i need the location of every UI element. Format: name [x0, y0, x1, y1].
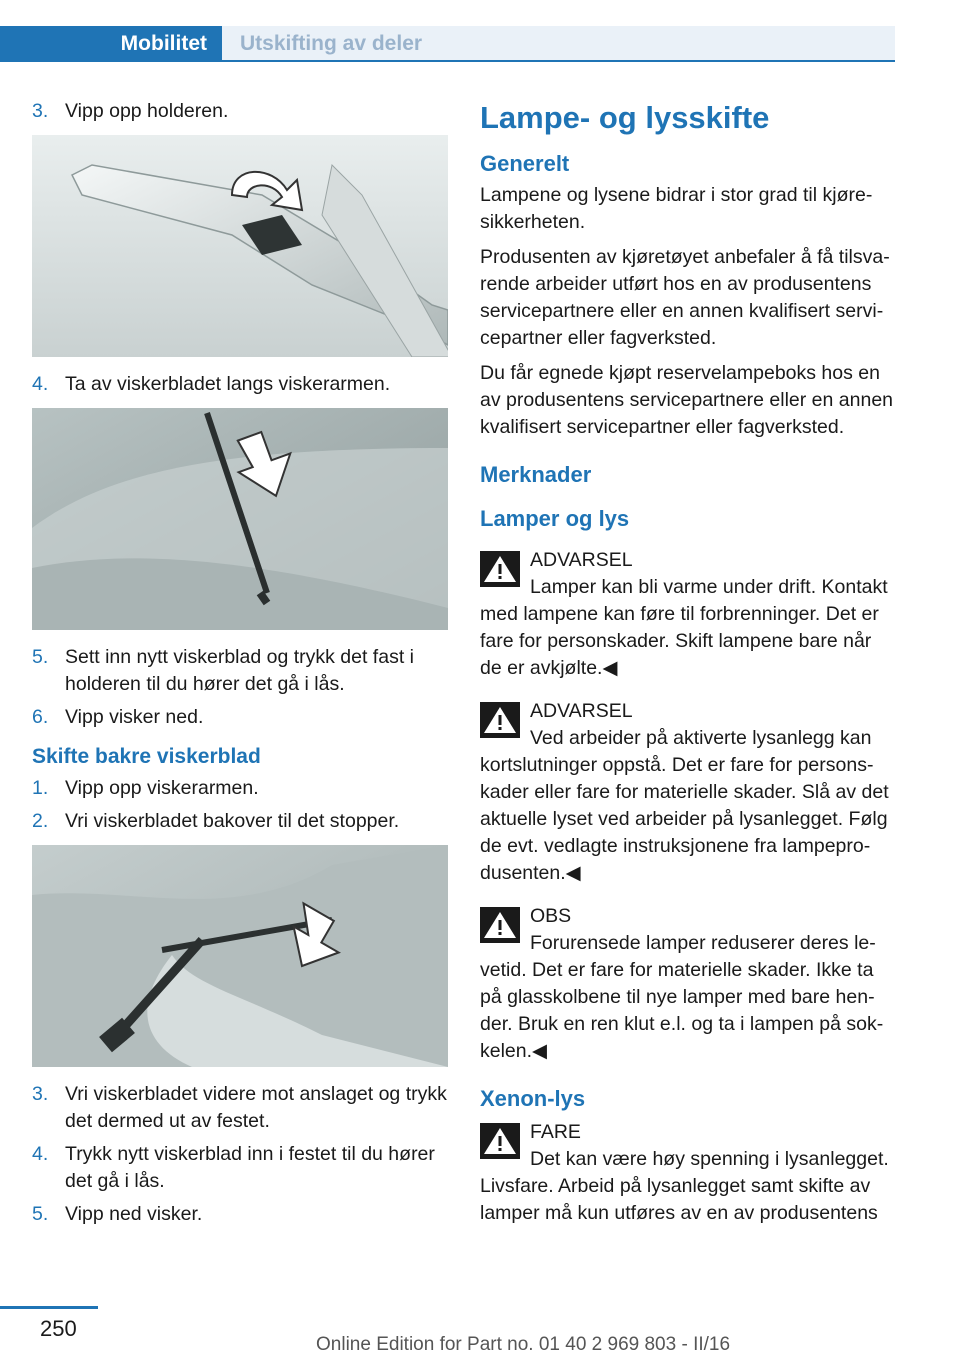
step-text: Vri viskerbladet videre mot anslaget og trykk det dermed ut av festet. — [65, 1083, 447, 1132]
step-4 — [32, 371, 448, 398]
warning-triangle-icon — [480, 1123, 520, 1159]
step-text: Sett inn nytt viskerblad og trykk det fast i holderen til du hører det gå i lås. — [65, 646, 414, 695]
step-number: 2. — [32, 810, 49, 832]
warning-triangle-icon — [480, 702, 520, 738]
step-text: Ta av viskerbladet langs viskerarmen. — [65, 373, 391, 395]
left-column — [32, 98, 448, 1234]
step-3 — [32, 98, 448, 125]
step-number: 1. — [32, 777, 49, 799]
warning-text: Det kan være høy spenning i lysanlegget. Livsfare. Arbeid på lysanlegget samt skifte av lamper må kun utføres av en av produsentens — [480, 1148, 889, 1224]
rear-step-1 — [32, 775, 448, 802]
step-text: Vipp opp viskerarmen. — [65, 777, 259, 799]
step-number: 4. — [32, 1143, 49, 1165]
step-number: 5. — [32, 646, 49, 668]
warning-block-3 — [480, 903, 898, 1065]
step-number: 5. — [32, 1203, 49, 1225]
step-text: Vipp visker ned. — [65, 706, 204, 728]
step-number: 6. — [32, 706, 49, 728]
step-number: 3. — [32, 100, 49, 122]
paragraph-generelt-3: Du får egnede kjøpt reservelampeboks hos en av produsentens servicepartnere eller en annen kvalifisert servicepartner eller fagverksted. — [480, 362, 894, 438]
warning-label: ADVARSEL — [530, 549, 633, 571]
rear-wiper-illustration — [32, 845, 448, 1067]
step-number: 4. — [32, 373, 49, 395]
step-number: 3. — [32, 1083, 49, 1105]
warning-text: Lamper kan bli varme under drift. Kontakt med lampene kan føre til forbrenninger. Det er fare for personskader. Skift lampene bare når de er avkjølte.◀ — [480, 576, 888, 679]
paragraph-generelt-2: Produsenten av kjøretøyet anbefaler å få tilsvarende arbeider utført hos en av produsentens servicepartnere eller en annen kvalifisert servicepartner eller fagverksted. — [480, 246, 890, 349]
heading-generelt: Generelt — [480, 151, 570, 176]
step-text: Vipp ned visker. — [65, 1203, 203, 1225]
heading-lamper-og-lys: Lamper og lys — [480, 506, 630, 531]
warning-text: Ved arbeider på aktiverte lysanlegg kan kortslutninger oppstå. Det er fare for personskader eller fare for materielle skader. Slå av det aktuelle lyset ved arbeider på lysanlegget. Følg de evt. vedlagte instruksjonene fra lampeprodusenten.◀ — [480, 727, 889, 884]
rear-step-3 — [32, 1081, 448, 1135]
step-text: Vri viskerbladet bakover til det stopper. — [65, 810, 400, 832]
step-text: Trykk nytt viskerblad inn i festet til du hører det gå i lås. — [65, 1143, 435, 1192]
footer-rule — [0, 1306, 98, 1309]
warning-block-1 — [480, 547, 898, 682]
warning-triangle-icon — [480, 907, 520, 943]
step-5 — [32, 644, 448, 698]
warning-block-4 — [480, 1119, 898, 1227]
edition-note: Online Edition for Part no. 01 40 2 969 803 - II/16 — [316, 1334, 731, 1355]
warning-label: ADVARSEL — [530, 700, 633, 722]
wiper-holder-illustration — [32, 135, 448, 357]
warning-block-2 — [480, 698, 898, 887]
right-column — [480, 98, 898, 1243]
rear-step-4 — [32, 1141, 448, 1195]
warning-triangle-icon — [480, 551, 520, 587]
section-title-rear-wiper: Skifte bakre viskerblad — [32, 745, 261, 768]
tab-mobilitet[interactable]: Mobilitet — [0, 26, 222, 62]
warning-label: FARE — [530, 1121, 581, 1143]
header-underline — [0, 60, 895, 62]
paragraph-generelt-1: Lampene og lysene bidrar i stor grad til kjøresikkerheten. — [480, 184, 873, 233]
wiper-blade-removal-illustration — [32, 408, 448, 630]
step-6 — [32, 704, 448, 731]
page-title: Lampe- og lysskifte — [480, 100, 770, 135]
step-text: Vipp opp holderen. — [65, 100, 229, 122]
rear-step-5 — [32, 1201, 448, 1228]
rear-step-2 — [32, 808, 448, 835]
header-tabs — [0, 0, 895, 62]
warning-text: Forurensede lamper reduserer deres levetid. Det er fare for materielle skader. Ikke ta på glasskolbene til nye lamper med bare hender. Bruk en ren klut e.l. og ta i lampen på sokkelen.◀ — [480, 932, 884, 1062]
page-number: 250 — [40, 1316, 77, 1341]
warning-label: OBS — [530, 905, 572, 927]
tab-utskifting-av-deler[interactable]: Utskifting av deler — [222, 26, 895, 62]
heading-merknader: Merknader — [480, 462, 592, 487]
heading-xenon-lys: Xenon-lys — [480, 1086, 586, 1111]
